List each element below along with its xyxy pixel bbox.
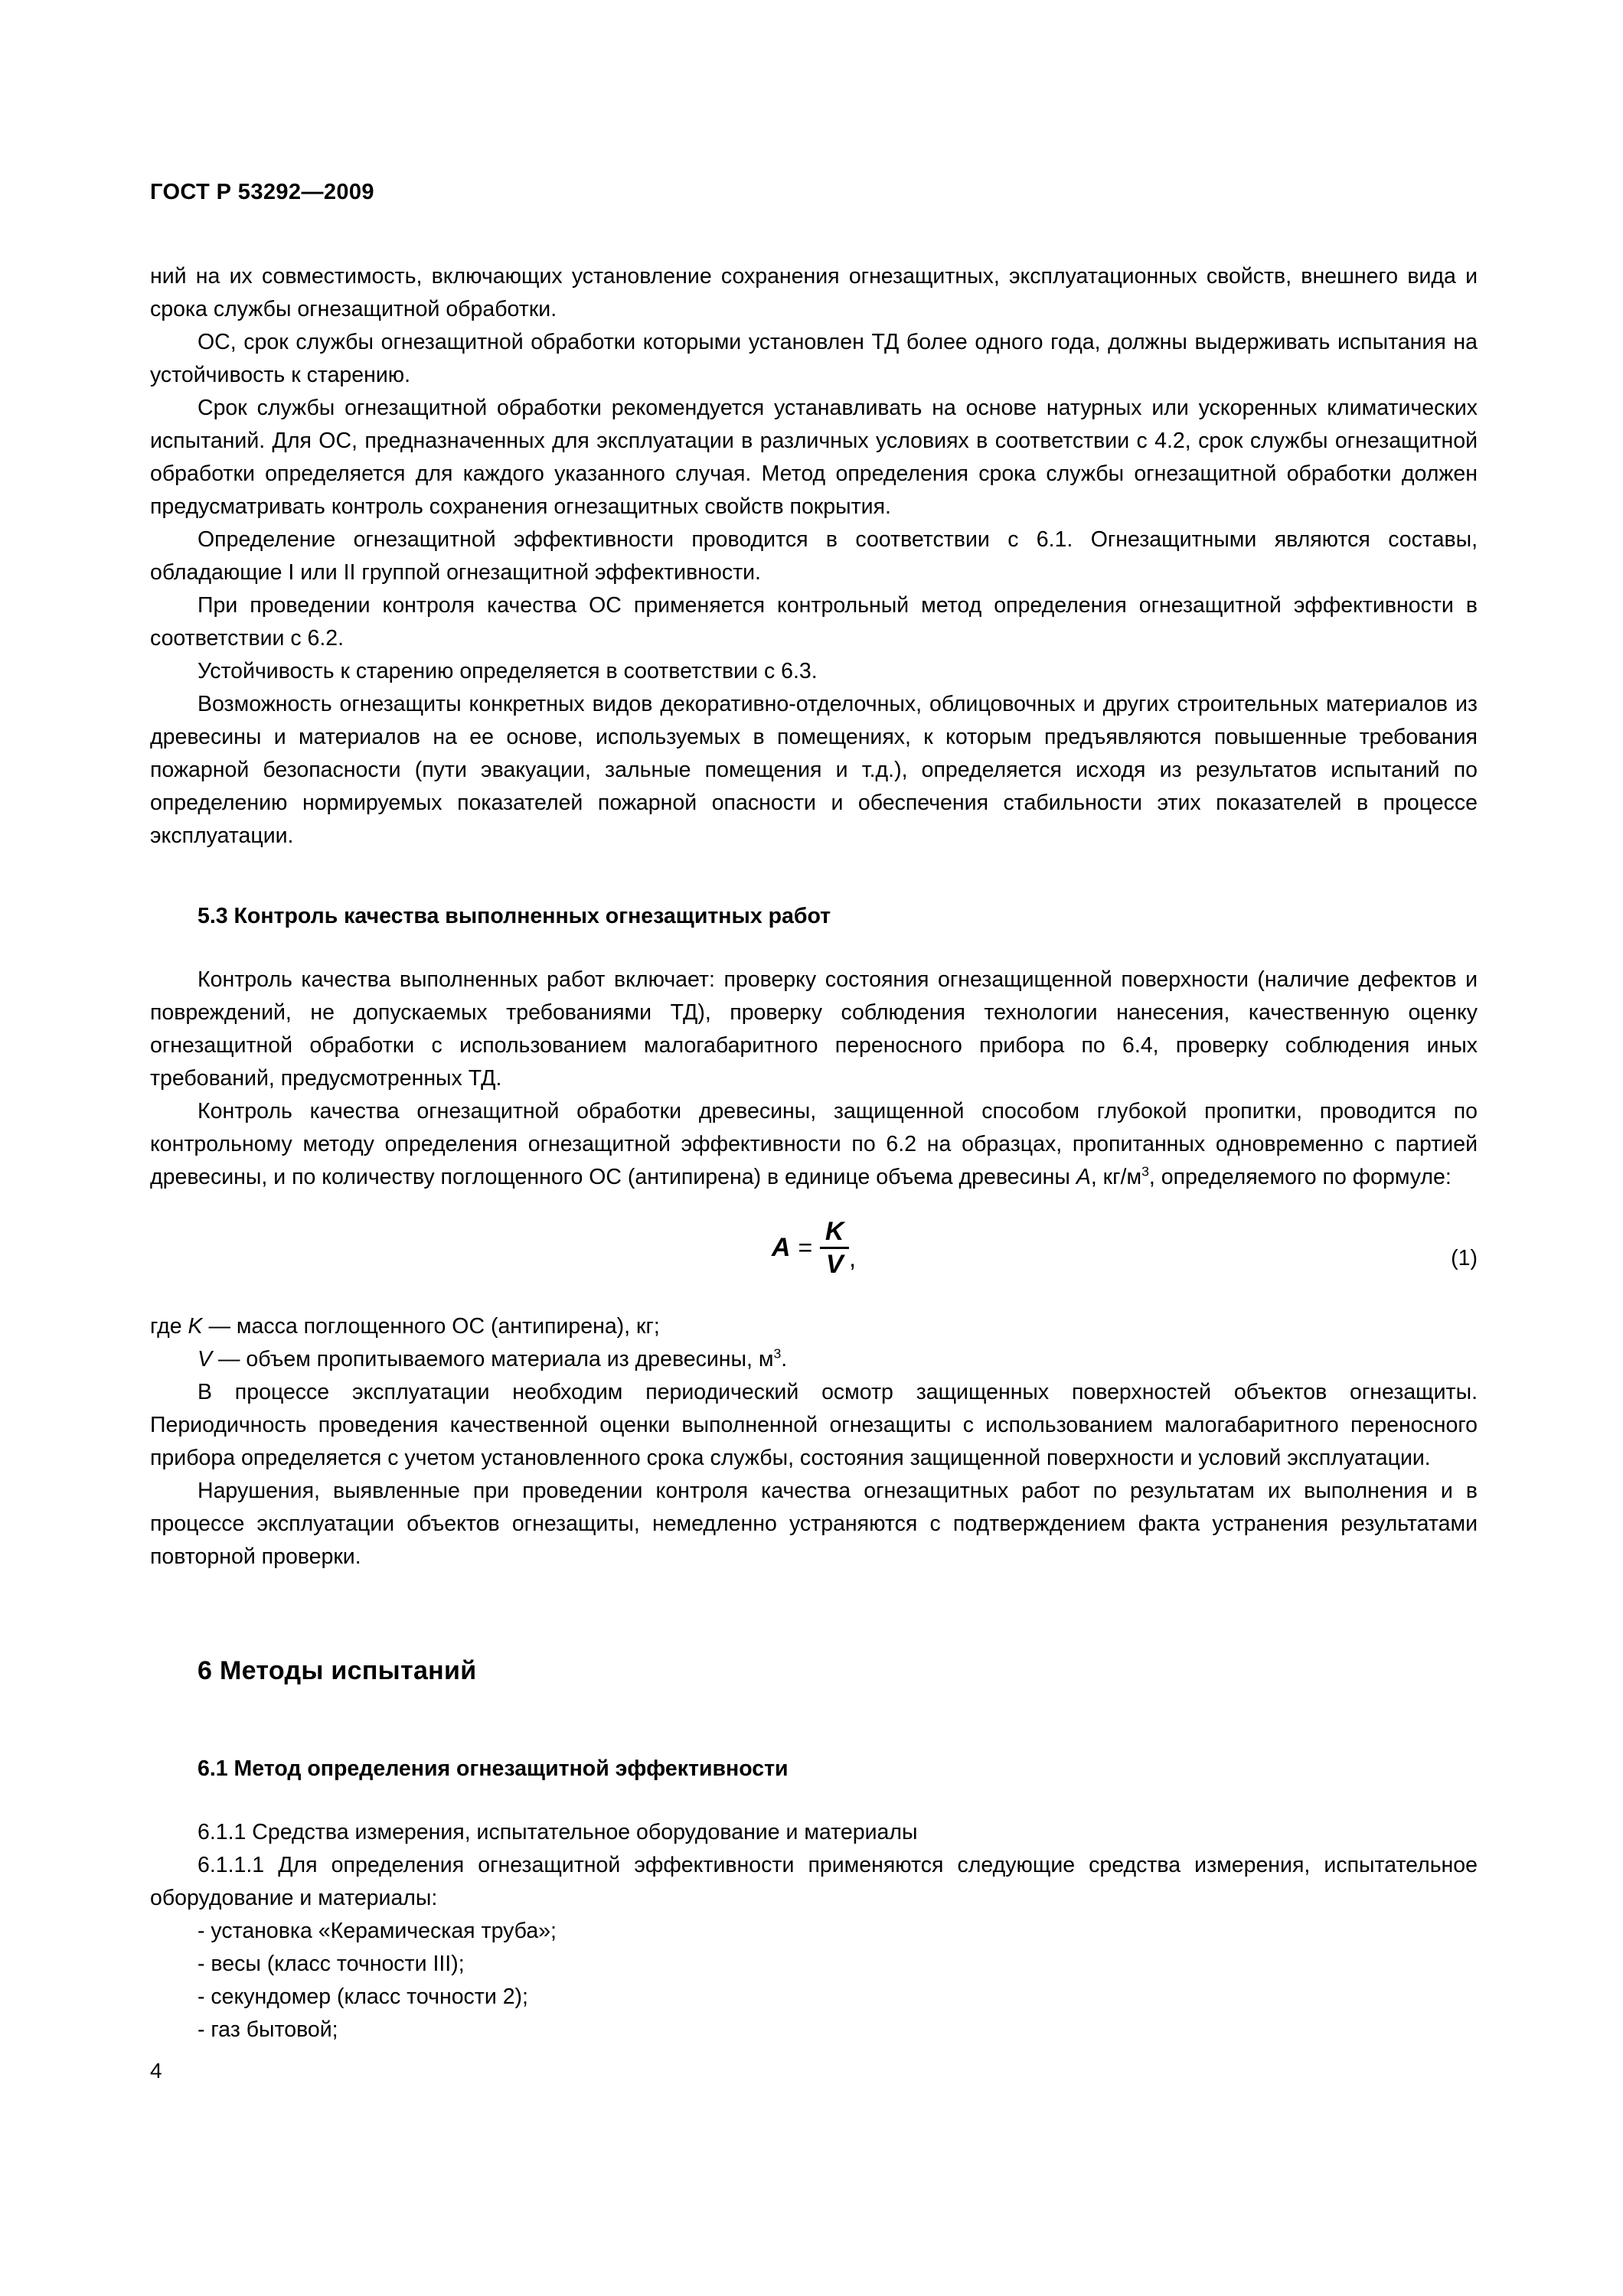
paragraph: Возможность огнезащиты конкретных видов декоративно-отделочных, облицовочных и других строительных материалов из древесины и материалов на ее основе, используемых в помещениях, к которым предъявляются повышенные требования пожарной безопасности (пути эвакуации, зальные помещения и т.д.), определяется исходя из результатов испытаний по определению нормируемых показателей пожарной опасности и обеспечения стабильности этих показателей в процессе эксплуатации. (150, 691, 1478, 848)
definition-text-k: масса поглощенного ОС (антипирена), кг; (236, 1313, 660, 1339)
list-item: - секундомер (класс точности 2); (198, 1984, 528, 2009)
section-heading-5-3: 5.3 Контроль качества выполненных огнезащитных работ (198, 903, 831, 928)
spacer (150, 1786, 1478, 1816)
formula-fraction (820, 1218, 849, 1277)
formula-denominator: V (825, 1249, 844, 1279)
symbol-k: K (188, 1313, 203, 1339)
page-content (150, 181, 1478, 2047)
formula-trailing-comma: , (849, 1244, 857, 1272)
spacer (150, 1574, 1478, 1653)
formula-number: (1) (1451, 1245, 1478, 1270)
paragraph: ОС, срок службы огнезащитной обработки которыми установлен ТД более одного года, должны выдерживать испытания на устойчивость к старению. (150, 329, 1478, 387)
paragraph-continued: ний на их совместимость, включающих установление сохранения огнезащитных, эксплуатационных свойств, внешнего вида и срока службы огнезащитной обработки. (150, 263, 1478, 321)
paragraph: Определение огнезащитной эффективности проводится в соответствии с 6.1. Огнезащитными являются составы, обладающие I или II группой огнезащитной эффективности. (150, 527, 1478, 585)
formula-expression (772, 1218, 856, 1277)
standard-header: ГОСТ Р 53292—2009 (150, 180, 374, 204)
spacer (150, 1194, 1478, 1212)
paragraph: Нарушения, выявленные при проведении контроля качества огнезащитных работ по результатам их выполнения и в процессе эксплуатации объектов огнезащиты, немедленно устраняются с подтверждением факта устранения результатами повторной проверки. (150, 1478, 1478, 1569)
section-heading-6-1: 6.1 Метод определения огнезащитной эффективности (198, 1756, 789, 1781)
variable-a: A (1076, 1164, 1091, 1189)
spacer (150, 853, 1478, 900)
paragraph: Контроль качества выполненных работ включает: проверку состояния огнезащищенной поверхности (наличие дефектов и повреждений, не допускаемых требованиями ТД), проверку соблюдения технологии нанесения, качественную оценку огнезащитной обработки с использованием малогабаритного переносного прибора по 6.4, проверку соблюдения иных требований, предусмотренных ТД. (150, 967, 1478, 1091)
paragraph-text-part-1: Контроль качества огнезащитной обработки древесины, защищенной способом глубокой пропитки, проводится по контрольному методу определения огнезащитной эффективности по 6.2 на образцах, пропитанных одновременно с партией древесины, и по количеству поглощенного ОС (антипирена) в единице объема древесины (150, 1098, 1478, 1189)
paragraph-formula-intro (150, 1095, 1478, 1194)
spacer (150, 1688, 1478, 1753)
paragraph: Срок службы огнезащитной обработки рекомендуется устанавливать на основе натурных или ускоренных климатических испытаний. Для ОС, предназначенных для эксплуатации в различных условиях в соответствии с 4.2, срок службы огнезащитной обработки определяется для каждого указанного случая. Метод определения срока службы огнезащитной обработки должен предусматривать контроль сохранения огнезащитных свойств покрытия. (150, 395, 1478, 519)
clause-6-1-1-1: 6.1.1.1 Для определения огнезащитной эффективности применяются следующие средства измерения, испытательное оборудование и материалы: (150, 1852, 1478, 1910)
formula-numerator: K (825, 1216, 844, 1246)
definition-text-v: объем пропитываемого материала из древесины, $м^3$. (246, 1345, 788, 1371)
paragraph-text-part-2: , $кг/м^3$, определяемого по формуле: (1090, 1163, 1452, 1189)
where-label: где (150, 1313, 182, 1339)
formula-left-variable: A (771, 1232, 791, 1262)
list-item: - установка «Керамическая труба»; (198, 1918, 557, 1943)
page-number: 4 (150, 2059, 162, 2082)
paragraph: При проведении контроля качества ОС применяется контрольный метод определения огнезащитной эффективности в соответствии с 6.2. (150, 592, 1478, 651)
section-heading-6: 6 Методы испытаний (198, 1655, 477, 1685)
paragraph: Устойчивость к старению определяется в соответствии с 6.3. (198, 658, 818, 683)
paragraph: В процессе эксплуатации необходим периодический осмотр защищенных поверхностей объектов огнезащиты. Периодичность проведения качественной оценки выполненной огнезащиты с использованием малогабаритного переносного прибора определяется с учетом установленного срока службы, состояния защищенной поверхности и условий эксплуатации. (150, 1379, 1478, 1470)
formula-equals-sign: = (798, 1233, 813, 1261)
em-dash-icon: — (208, 1313, 230, 1339)
symbol-v: V (198, 1346, 213, 1371)
em-dash-icon: — (217, 1346, 240, 1371)
formula-definition-v (150, 1343, 1478, 1376)
list-item: - весы (класс точности III); (198, 1951, 465, 1976)
list-item: - газ бытовой; (198, 2017, 338, 2042)
formula-definition-k (150, 1310, 1478, 1343)
formula-block (150, 1212, 1478, 1310)
spacer (150, 933, 1478, 964)
clause-6-1-1: 6.1.1 Средства измерения, испытательное оборудование и материалы (198, 1819, 918, 1844)
